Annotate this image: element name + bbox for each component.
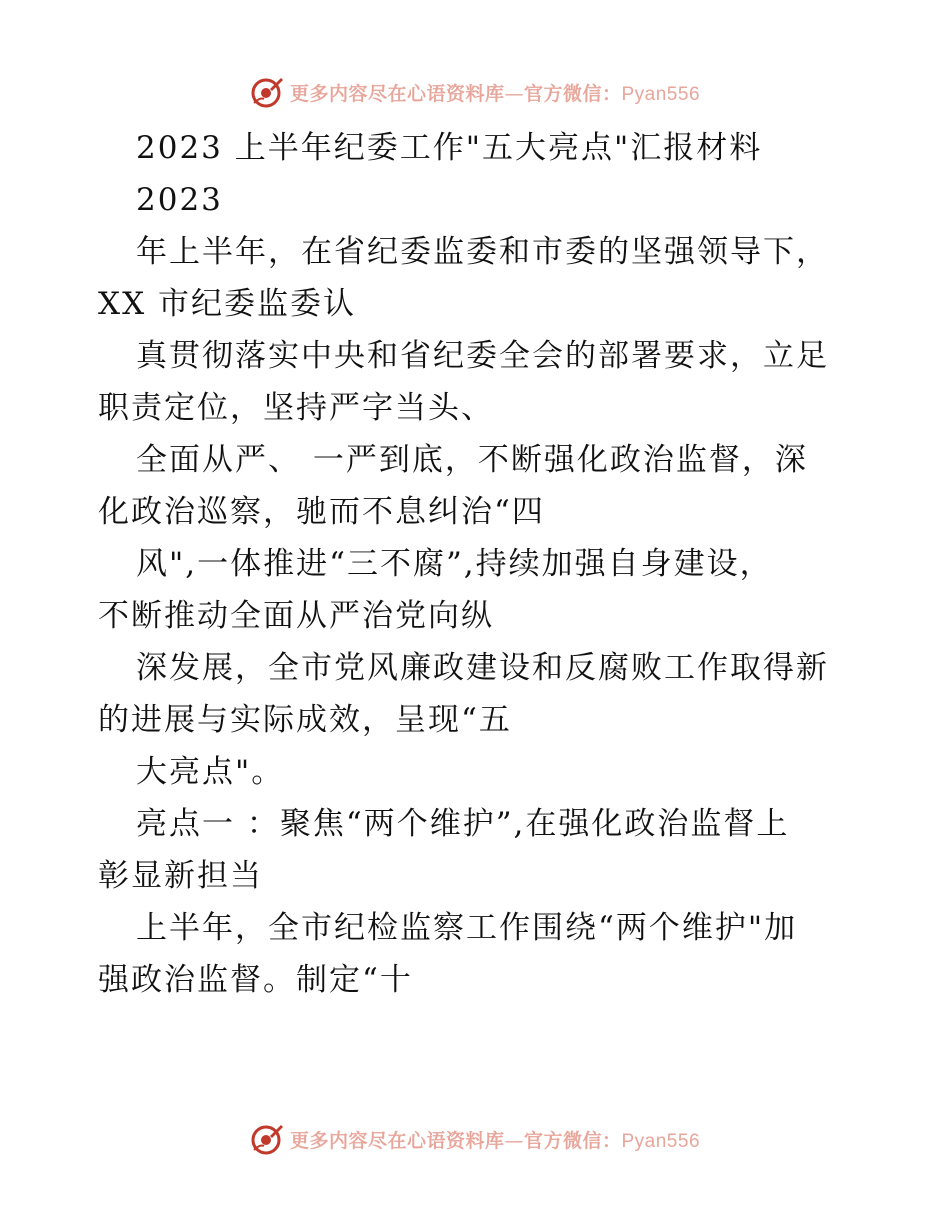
section-heading-continued: 彰显新担当 (98, 858, 263, 894)
document-line: 深发展，全市党风廉政建设和反腐败工作取得新 (136, 650, 829, 686)
watermark-banner-top (0, 70, 950, 114)
document-line: 风",一体推进“三不腐”,持续加强自身建设， (136, 546, 773, 582)
watermark-content (250, 75, 700, 109)
document-line: 化政治巡察，驰而不息纠治“四 (98, 494, 545, 530)
document-line: 全面从严、 一严到底，不断强化政治监督，深 (136, 442, 808, 478)
watermark-official: 官方微信： (523, 82, 622, 105)
watermark-wechat-id: Pyan556 (621, 1130, 701, 1152)
document-line: 职责定位，坚持严字当头、 (98, 390, 494, 426)
document-line: 真贯彻落实中央和省纪委全会的部署要求，立足 (136, 338, 829, 374)
watermark-official: 官方微信： (523, 1129, 622, 1152)
watermark-banner-bottom (0, 1117, 950, 1161)
watermark-text (290, 1126, 700, 1153)
watermark-content (250, 1122, 700, 1156)
document-line: 2023 (136, 182, 223, 218)
pen-circle-logo-icon (250, 75, 284, 109)
document-line: 大亮点"。 (136, 754, 285, 790)
document-line: XX 市纪委监委认 (98, 286, 356, 322)
watermark-text-cn: 更多内容尽在心语资料库 (289, 82, 505, 105)
document-line: 不断推动全面从严治党向纵 (98, 598, 494, 634)
document-line: 上半年，全市纪检监察工作围绕“两个维护"加 (136, 910, 798, 946)
watermark-wechat-id: Pyan556 (621, 83, 701, 105)
watermark-dash: — (504, 82, 524, 105)
document-line: 的进展与实际成效，呈现“五 (98, 702, 512, 738)
pen-circle-logo-icon (250, 1122, 284, 1156)
watermark-text (290, 79, 700, 106)
document-body (98, 122, 868, 1006)
document-title: 2023 上半年纪委工作"五大亮点"汇报材料 (136, 130, 763, 166)
watermark-text-cn: 更多内容尽在心语资料库 (289, 1129, 505, 1152)
watermark-dash: — (504, 1129, 524, 1152)
document-line: 年上半年，在省纪委监委和市委的坚强领导下， (136, 234, 829, 270)
section-heading: 亮点一 ：聚焦“两个维护”,在强化政治监督上 (136, 806, 790, 842)
document-line: 强政治监督。制定“十 (98, 962, 413, 998)
